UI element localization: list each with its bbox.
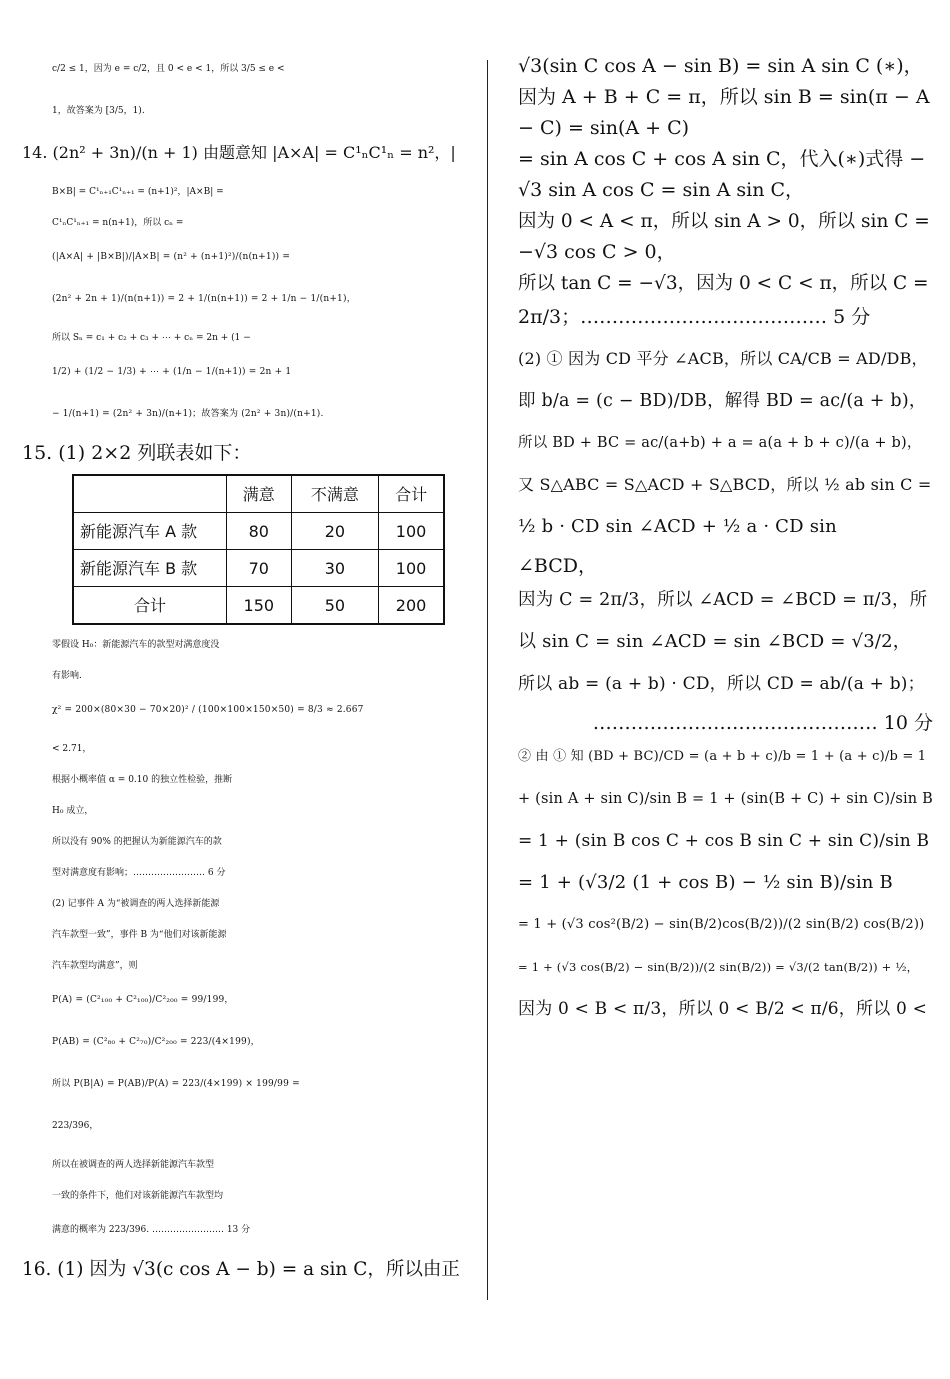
r-line-10: (2) ① 因为 CD 平分 ∠ACB，所以 CA/CB = AD/DB， bbox=[518, 349, 928, 368]
table-cell: 100 bbox=[379, 550, 444, 587]
q14-line-2: B×B| = C¹ₙ₊₁C¹ₙ₊₁ = (n+1)²，|A×B| = bbox=[52, 187, 224, 197]
r-line-7: −√3 cos C > 0， bbox=[518, 241, 676, 263]
intro-line-1: c/2 ≤ 1，因为 e = c/2，且 0 < e < 1，所以 3/5 ≤ e < bbox=[52, 64, 285, 74]
contingency-table bbox=[72, 474, 445, 625]
table-header-cell: 不满意 bbox=[291, 475, 379, 513]
q14-line-3: C¹ₙC¹ₙ₊₁ = n(n+1)，所以 cₙ = bbox=[52, 218, 184, 228]
r-line-2: 因为 A + B + C = π，所以 sin B = sin(π − A bbox=[518, 86, 930, 108]
r-line-12: 所以 BD + BC = ac/(a+b) + a = a(a + b + c)/(a + b)， bbox=[518, 435, 922, 451]
r-line-15: ∠BCD， bbox=[518, 555, 598, 577]
right-column bbox=[518, 52, 933, 1034]
r-line-17: 以 sin C = sin ∠ACD = sin ∠BCD = √3/2， bbox=[518, 631, 911, 652]
q15-body-15: 223/396， bbox=[52, 1121, 99, 1131]
left-column bbox=[22, 52, 467, 1286]
intro-line-2: 1，故答案为 [3/5，1). bbox=[52, 106, 145, 116]
r-line-26: 因为 0 < B < π/3，所以 0 < B/2 < π/6，所以 0 < bbox=[518, 999, 928, 1019]
r-line-19: ……………………………………… 10 分 bbox=[592, 712, 933, 734]
q14-line-5: (2n² + 2n + 1)/(n(n+1)) = 2 + 1/(n(n+1)) = 2 + 1/n − 1/(n+1)， bbox=[52, 294, 356, 304]
r-line-3: − C) = sin(A + C) bbox=[518, 117, 690, 139]
r-line-8: 所以 tan C = −√3，因为 0 < C < π，所以 C = bbox=[518, 273, 929, 294]
table-cell: 150 bbox=[227, 587, 292, 625]
table-header-cell: 满意 bbox=[227, 475, 292, 513]
r-line-22: = 1 + (sin B cos C + cos B sin C + sin C)/sin B bbox=[518, 831, 930, 851]
q15-body-10: 汽车款型一致”，事件 B 为“他们对该新能源 bbox=[52, 930, 227, 940]
r-line-25: = 1 + (√3 cos(B/2) − sin(B/2))/(2 sin(B/2)) = √3/(2 tan(B/2)) + ½， bbox=[518, 960, 919, 974]
q15-body-11: 汽车款型均满意”，则 bbox=[52, 961, 138, 971]
q15-body-8: 型对满意度有影响；…………………… 6 分 bbox=[52, 868, 226, 878]
q14-line-7: 1/2) + (1/2 − 1/3) + ⋯ + (1/n − 1/(n+1)) = 2n + 1 bbox=[52, 367, 292, 377]
r-line-23: = 1 + (√3/2 (1 + cos B) − ½ sin B)/sin B bbox=[518, 872, 893, 893]
table-cell: 合计 bbox=[73, 587, 227, 625]
table-cell: 100 bbox=[379, 513, 444, 550]
table-header-row bbox=[73, 475, 444, 513]
q15-body-18: 满意的概率为 223/396. …………………… 13 分 bbox=[52, 1225, 251, 1235]
r-line-20: ② 由 ① 知 (BD + BC)/CD = (a + b + c)/b = 1 + (a + c)/b = 1 bbox=[518, 749, 927, 764]
q15-body-16: 所以在被调查的两人选择新能源汽车款型 bbox=[52, 1160, 215, 1170]
r-line-13: 又 S△ABC = S△ACD + S△BCD，所以 ½ ab sin C = bbox=[518, 475, 932, 494]
r-line-9: 2π/3；………………………………… 5 分 bbox=[518, 306, 871, 328]
r-line-24: = 1 + (√3 cos²(B/2) − sin(B/2)cos(B/2))/(2 sin(B/2) cos(B/2)) bbox=[518, 917, 925, 932]
r-line-14: ½ b · CD sin ∠ACD + ½ a · CD sin bbox=[518, 516, 837, 537]
table-cell: 新能源汽车 A 款 bbox=[73, 513, 227, 550]
q15-body-9: (2) 记事件 A 为“被调查的两人选择新能源 bbox=[52, 899, 220, 909]
q16-start: 16. (1) 因为 √3(c cos A − b) = a sin C，所以由正 bbox=[22, 1259, 460, 1280]
q15-body-13: P(AB) = (C²₈₀ + C²₇₀)/C²₂₀₀ = 223/(4×199)， bbox=[52, 1037, 260, 1047]
table-header-cell: 合计 bbox=[379, 475, 444, 513]
table-cell: 200 bbox=[379, 587, 444, 625]
q14-line-4: (|A×A| + |B×B|)/|A×B| = (n² + (n+1)²)/(n(n+1)) = bbox=[52, 252, 291, 262]
r-line-11: 即 b/a = (c − BD)/DB，解得 BD = ac/(a + b)， bbox=[518, 391, 927, 411]
r-line-16: 因为 C = 2π/3，所以 ∠ACD = ∠BCD = π/3，所 bbox=[518, 590, 928, 610]
r-line-5: √3 sin A cos C = sin A sin C， bbox=[518, 179, 805, 201]
q15-body-2: 有影响. bbox=[52, 671, 82, 681]
q15-body-4: < 2.71， bbox=[52, 744, 92, 754]
table-row bbox=[73, 513, 444, 550]
q14-line-8: − 1/(n+1) = (2n² + 3n)/(n+1)；故答案为 (2n² + 3n)/(n+1). bbox=[52, 409, 324, 419]
table-cell: 新能源汽车 B 款 bbox=[73, 550, 227, 587]
q15-title: 15. (1) 2×2 列联表如下： bbox=[22, 442, 252, 464]
q14-line-1: 14. (2n² + 3n)/(n + 1) 由题意知 |A×A| = C¹ₙC¹ₙ = n²，| bbox=[22, 143, 456, 162]
column-divider bbox=[487, 60, 488, 1300]
table-cell: 20 bbox=[291, 513, 379, 550]
q14-line-6: 所以 Sₙ = c₁ + c₂ + c₃ + ⋯ + cₙ = 2n + (1 − bbox=[52, 333, 251, 343]
q15-body-7: 所以没有 90% 的把握认为新能源汽车的款 bbox=[52, 837, 222, 847]
q15-body-1: 零假设 H₀：新能源汽车的款型对满意度没 bbox=[52, 640, 220, 650]
table-cell: 80 bbox=[227, 513, 292, 550]
q15-body-17: 一致的条件下，他们对该新能源汽车款型均 bbox=[52, 1191, 224, 1201]
r-line-21: + (sin A + sin C)/sin B = 1 + (sin(B + C) + sin C)/sin B bbox=[518, 791, 934, 807]
table-header-cell bbox=[73, 475, 227, 513]
q15-body-3: χ² = 200×(80×30 − 70×20)² / (100×100×150×50) = 8/3 ≈ 2.667 bbox=[52, 705, 364, 715]
r-line-6: 因为 0 < A < π，所以 sin A > 0，所以 sin C = bbox=[518, 211, 930, 232]
table-cell: 30 bbox=[291, 550, 379, 587]
table-row bbox=[73, 587, 444, 625]
table-cell: 50 bbox=[291, 587, 379, 625]
r-line-18: 所以 ab = (a + b) · CD，所以 CD = ab/(a + b)； bbox=[518, 674, 925, 694]
q15-body-12: P(A) = (C²₁₀₀ + C²₁₀₀)/C²₂₀₀ = 99/199， bbox=[52, 995, 234, 1005]
r-line-1: √3(sin C cos A − sin B) = sin A sin C (∗)， bbox=[518, 55, 923, 77]
q15-body-14: 所以 P(B|A) = P(AB)/P(A) = 223/(4×199) × 199/99 = bbox=[52, 1079, 300, 1089]
table-cell: 70 bbox=[227, 550, 292, 587]
r-line-4: = sin A cos C + cos A sin C，代入(∗)式得 − bbox=[518, 148, 926, 170]
table-row bbox=[73, 550, 444, 587]
q15-body-6: H₀ 成立， bbox=[52, 806, 94, 816]
q15-body-5: 根据小概率值 α = 0.10 的独立性检验，推断 bbox=[52, 775, 233, 785]
